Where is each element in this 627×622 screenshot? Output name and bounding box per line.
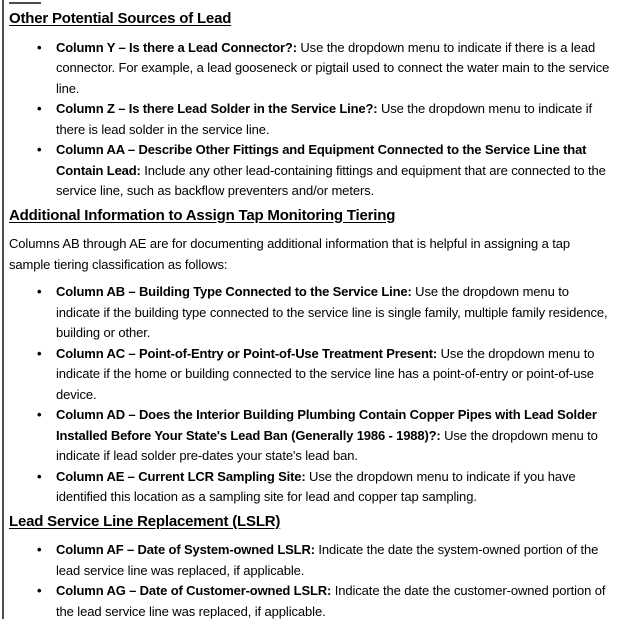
bullet-item-column-ae bbox=[56, 467, 614, 508]
bullet-item-column-ac bbox=[56, 344, 614, 406]
bullet-desc: Use the dropdown menu to indicate if the building type connected to the service line is single family, multiple family residence, building or other. bbox=[56, 284, 608, 340]
section-intro-paragraph: Columns AB through AE are for documenting additional information that is helpful in assigning a tap sample tiering classification as follows: bbox=[9, 234, 614, 275]
bullet-item-column-ad bbox=[56, 405, 614, 467]
bullet-desc: Use the dropdown menu to indicate if lead solder pre-dates your state's lead ban. bbox=[56, 428, 598, 464]
bullet-label: Column AD – Does the Interior Building Plumbing Contain Copper Pipes with Lead Solder Installed Before Your State's Lead Ban (Generally 1986 - 1988)?: bbox=[56, 407, 597, 443]
bullet-list bbox=[9, 540, 614, 622]
section-heading: Other Potential Sources of Lead bbox=[9, 10, 614, 28]
bullet-label: Column AE – Current LCR Sampling Site: bbox=[56, 469, 306, 484]
page-left-border bbox=[2, 0, 4, 619]
bullet-label: Column AG – Date of Customer-owned LSLR: bbox=[56, 583, 331, 598]
section-heading: Additional Information to Assign Tap Monitoring Tiering bbox=[9, 207, 614, 225]
bullet-label: Column AC – Point-of-Entry or Point-of-Use Treatment Present: bbox=[56, 346, 437, 361]
section-other-potential-sources bbox=[9, 10, 614, 202]
section-lslr bbox=[9, 513, 614, 622]
bullet-item-column-ag bbox=[56, 581, 614, 622]
bullet-item-column-af bbox=[56, 540, 614, 581]
bullet-desc: Indicate the date the customer-owned portion of the lead service line was replaced, if applicable. bbox=[56, 583, 605, 619]
section-heading: Lead Service Line Replacement (LSLR) bbox=[9, 513, 614, 531]
bullet-desc: Indicate the date the system-owned portion of the lead service line was replaced, if applicable. bbox=[56, 542, 598, 578]
bullet-desc: Include any other lead-containing fittings and equipment that are connected to the service line, such as backflow preventers and/or meters. bbox=[56, 163, 606, 199]
bullet-item-column-y bbox=[56, 38, 614, 100]
bullet-label: Column AF – Date of System-owned LSLR: bbox=[56, 542, 315, 557]
bullet-desc: Use the dropdown menu to indicate if the home or building connected to the service line has a point-of-entry or point-of-use device. bbox=[56, 346, 594, 402]
bullet-list bbox=[9, 38, 614, 202]
bullet-desc: Use the dropdown menu to indicate if there is lead solder in the service line. bbox=[56, 101, 592, 137]
bullet-label: Column AB – Building Type Connected to the Service Line: bbox=[56, 284, 412, 299]
bullet-desc: Use the dropdown menu to indicate if there is a lead connector. For example, a lead gooseneck or pigtail used to connect the water main to the service line. bbox=[56, 40, 609, 96]
section-tap-monitoring-tiering bbox=[9, 207, 614, 508]
bullet-label: Column AA – Describe Other Fittings and Equipment Connected to the Service Line that Contain Lead: bbox=[56, 142, 586, 178]
page-top-border bbox=[9, 2, 41, 4]
bullet-label: Column Y – Is there a Lead Connector?: bbox=[56, 40, 297, 55]
bullet-item-column-aa bbox=[56, 140, 614, 202]
bullet-item-column-z bbox=[56, 99, 614, 140]
bullet-list bbox=[9, 282, 614, 508]
bullet-desc: Use the dropdown menu to indicate if you have identified this location as a sampling site for lead and copper tap sampling. bbox=[56, 469, 576, 505]
bullet-label: Column Z – Is there Lead Solder in the Service Line?: bbox=[56, 101, 377, 116]
bullet-item-column-ab bbox=[56, 282, 614, 344]
